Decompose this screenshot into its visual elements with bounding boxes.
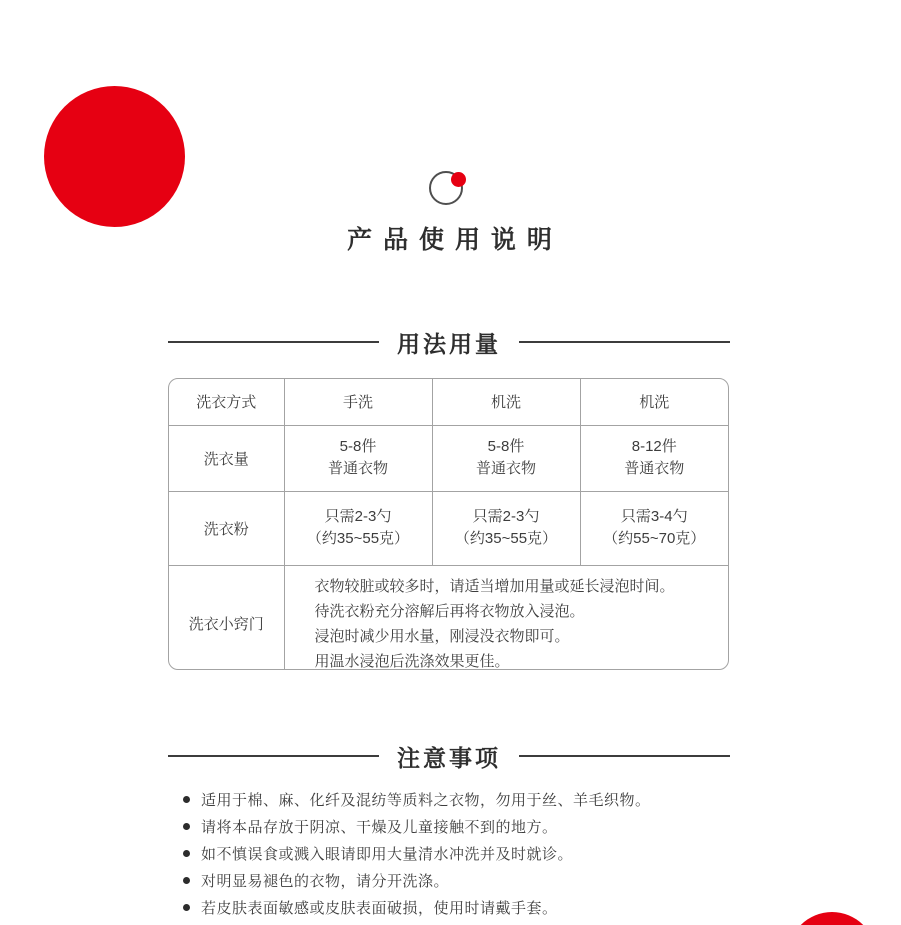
table-row-load: [169, 425, 728, 491]
table-cell-load-3: [580, 425, 728, 491]
list-item: [183, 840, 743, 867]
cell-line: （约55~70克）: [603, 530, 706, 547]
usage-table: [168, 378, 729, 670]
tip-line: 用温水浸泡后洗涤效果更佳。: [314, 652, 510, 670]
notice-text: 适用于棉、麻、化纤及混纺等质料之衣物，勿用于丝、羊毛织物。: [201, 792, 651, 809]
cell-line: （约35~55克）: [306, 530, 410, 547]
table-row-powder: [169, 491, 728, 565]
tip-line: 待洗衣粉充分溶解后再将衣物放入浸泡。: [314, 602, 585, 620]
row-label-load: 洗衣量: [169, 425, 284, 491]
usage-heading-text: 用法用量: [397, 330, 501, 357]
cell-line: 普通衣物: [475, 460, 536, 477]
bullet-icon: [183, 850, 190, 857]
notice-text: 请将本品存放于阴凉、干燥及儿童接触不到的地方。: [201, 819, 558, 836]
notice-text: 如不慎误食或溅入眼请即用大量清水冲洗并及时就诊。: [201, 846, 574, 863]
cell-line: 5-8件: [339, 438, 377, 455]
list-item: [183, 894, 743, 921]
row-label-tips: 洗衣小窍门: [169, 565, 284, 670]
heading-rule-right: [519, 341, 730, 343]
bullet-icon: [183, 904, 190, 911]
brand-logo: [429, 170, 479, 210]
bullet-icon: [183, 796, 190, 803]
heading-rule-left: [168, 341, 379, 343]
cell-line: 8-12件: [631, 438, 677, 455]
table-cell-method-2: 机洗: [432, 379, 580, 425]
notice-text: 对明显易褪色的衣物，请分开洗涤。: [201, 873, 450, 890]
usage-section-heading: [168, 327, 730, 357]
row-label-powder: 洗衣粉: [169, 491, 284, 565]
bullet-icon: [183, 877, 190, 884]
logo-red-dot-icon: [451, 172, 466, 187]
heading-rule-right: [519, 755, 730, 757]
list-item: [183, 813, 743, 840]
table-row-tips: [169, 565, 728, 670]
red-circle-decoration-top: [44, 86, 185, 227]
tip-line: 浸泡时减少用水量，刚浸没衣物即可。: [314, 627, 570, 645]
notice-section-heading: [168, 741, 730, 771]
table-cell-load-1: [284, 425, 432, 491]
notice-text: 若皮肤表面敏感或皮肤表面破损，使用时请戴手套。: [201, 900, 558, 917]
notice-list: [183, 786, 743, 921]
page-title: 产 品 使 用 说 明: [347, 226, 554, 254]
tip-line: 衣物较脏或较多时，请适当增加用量或延长浸泡时间。: [314, 577, 675, 595]
heading-rule-left: [168, 755, 379, 757]
table-cell-powder-2: [432, 491, 580, 565]
row-label-method: 洗衣方式: [169, 379, 284, 425]
table-cell-powder-3: [580, 491, 728, 565]
table-cell-powder-1: [284, 491, 432, 565]
table-row-method: [169, 379, 728, 425]
cell-line: 只需3-4勺: [620, 508, 688, 525]
notice-heading-text: 注意事项: [397, 744, 501, 771]
cell-line: （约35~55克）: [454, 530, 558, 547]
bullet-icon: [183, 823, 190, 830]
list-item: [183, 786, 743, 813]
cell-line: 只需2-3勺: [472, 508, 540, 525]
cell-line: 普通衣物: [327, 460, 388, 477]
table-cell-method-3: 机洗: [580, 379, 728, 425]
red-circle-decoration-bottom: [788, 912, 876, 925]
table-cell-load-2: [432, 425, 580, 491]
cell-line: 普通衣物: [624, 460, 685, 477]
usage-table-grid: [169, 379, 728, 670]
table-cell-method-1: 手洗: [284, 379, 432, 425]
list-item: [183, 867, 743, 894]
cell-line: 只需2-3勺: [324, 508, 392, 525]
table-cell-tips: [284, 565, 728, 670]
cell-line: 5-8件: [487, 438, 525, 455]
